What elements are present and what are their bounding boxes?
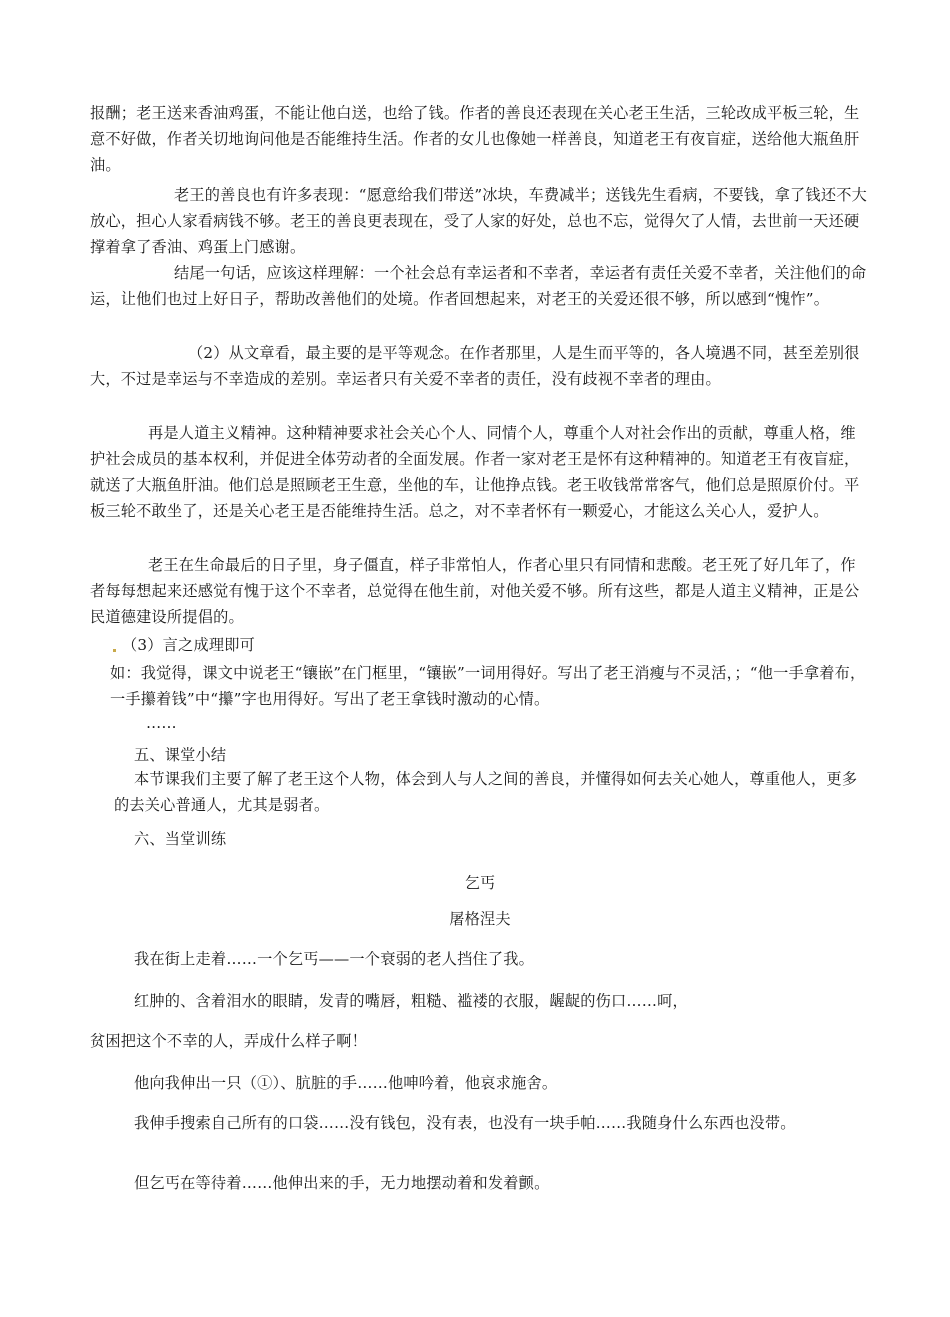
answer-3-heading: （3）言之成理即可 bbox=[112, 632, 812, 658]
ellipsis: …… bbox=[146, 714, 177, 732]
poem-line-2: 红肿的、含着泪水的眼睛，发青的嘴唇，粗糙、褴褛的衣服，龌龊的伤口……呵， bbox=[134, 992, 688, 1010]
poem-line-1: 我在街上走着……一个乞丐——一个衰弱的老人挡住了我。 bbox=[134, 950, 535, 968]
paragraph-equality: （2）从文章看，最主要的是平等观念。在作者那里，人是生而平等的，各人境遇不同，甚至差别很大，不过是幸运与不幸造成的差别。幸运者只有关爱不幸者的责任，没有歧视不幸者的理由。 bbox=[90, 344, 860, 388]
paragraph-summary: 本节课我们主要了解了老王这个人物，体会到人与人之间的善良，并懂得如何去关心她人，尊重他人，更多的去关心普通人，尤其是弱者。 bbox=[114, 770, 858, 814]
poem-line-4: 他向我伸出一只（①）、肮脏的手……他呻吟着，他哀求施舍。 bbox=[134, 1074, 558, 1092]
section-summary-heading: 五、课堂小结 bbox=[134, 746, 227, 764]
poem-line-3: 贫困把这个不幸的人，弄成什么样子啊！ bbox=[90, 1032, 367, 1050]
paragraph-ending: 结尾一句话，应该这样理解：一个社会总有幸运者和不幸者，幸运者有责任关爱不幸者，关注他们的命运，让他们也过上好日子，帮助改善他们的处境。作者回想起来，对老王的关爱还很不够，所以感到“愧怍”。 bbox=[90, 264, 867, 308]
paragraph-example: 如：我觉得，课文中说老王“镶嵌”在门框里，“镶嵌”一词用得好。写出了老王消瘦与不灵活，；“他一手拿着布，一手攥着钱”中“攥”字也用得好。写出了老王拿钱时激动的心情。 bbox=[110, 664, 866, 708]
poem-title: 乞丐 bbox=[464, 874, 496, 892]
paragraph-humanitarianism: 再是人道主义精神。这种精神要求社会关心个人、同情个人，尊重个人对社会作出的贡献，尊重人格，维护社会成员的基本权利，并促进全体劳动者的全面发展。作者一家对老王是怀有这种精神的。知道老王有夜盲症，就送了大瓶鱼肝油。他们总是照顾老王生意，坐他的车，让他挣点钱。老王收钱常常客气，他们总是照原价付。平板三轮不敢坐了，还是关心老王是否能维持生活。总之，对不幸者怀有一颗爱心，才能这么关心人，爱护人。 bbox=[90, 424, 860, 520]
section-training-heading: 六、当堂训练 bbox=[134, 830, 227, 848]
paragraph-last-days: 老王在生命最后的日子里，身子僵直，样子非常怕人，作者心里只有同情和悲酸。老王死了好几年了，作者每每想起来还感觉有愧于这个不幸者，总觉得在他生前，对他关爱不够。所有这些，都是人道主义精神，正是公民道德建设所提倡的。 bbox=[90, 556, 860, 626]
paragraph-kindness-laowang: 老王的善良也有许多表现：“愿意给我们带送”冰块，车费减半；送钱先生看病，不要钱，拿了钱还不大放心，担心人家看病钱不够。老王的善良更表现在，受了人家的好处，总也不忘，觉得欠了人情，去世前一天还硬撑着拿了香油、鸡蛋上门感谢。 bbox=[90, 186, 867, 256]
poem-line-6: 但乞丐在等待着……他伸出来的手，无力地摆动着和发着颤。 bbox=[134, 1174, 550, 1192]
paragraph-kindness-author: 报酬；老王送来香油鸡蛋，不能让他白送，也给了钱。作者的善良还表现在关心老王生活，三轮改成平板三轮，生意不好做，作者关切地询问他是否能维持生活。作者的女儿也像她一样善良，知道老王有夜盲症，送给他大瓶鱼肝油。 bbox=[90, 104, 860, 174]
poem-line-5: 我伸手搜索自己所有的口袋……没有钱包，没有表，也没有一块手帕……我随身什么东西也没带。 bbox=[134, 1114, 796, 1132]
poem-author: 屠格涅夫 bbox=[449, 910, 511, 928]
bullet-dot-icon bbox=[113, 649, 116, 652]
